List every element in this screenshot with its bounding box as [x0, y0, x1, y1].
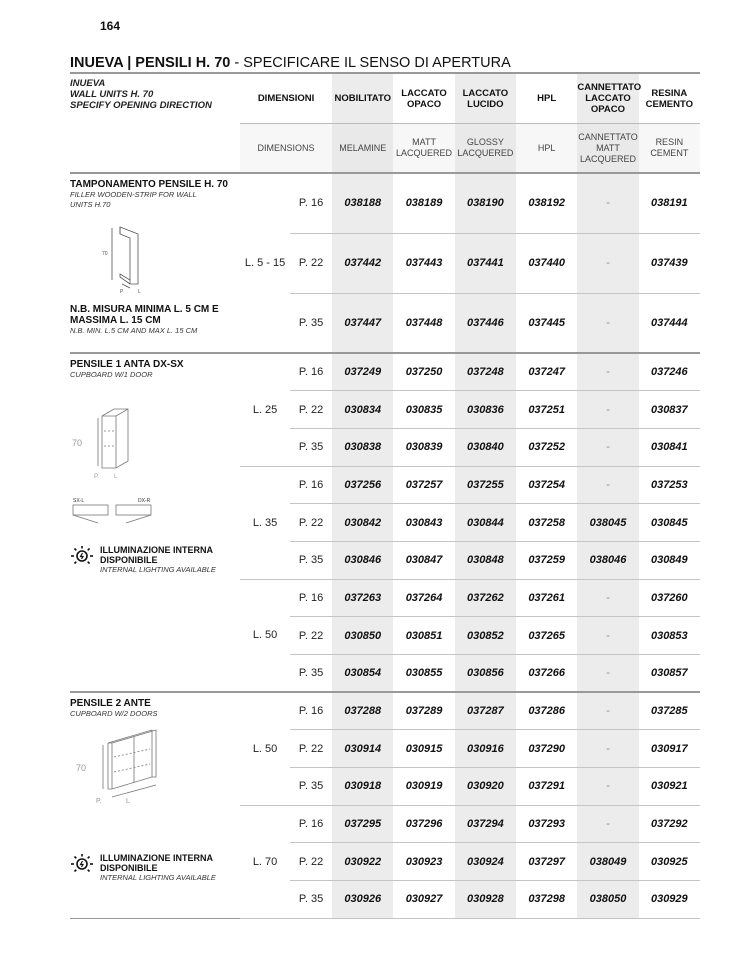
product-code: 037444 — [639, 293, 700, 353]
product-code: 030840 — [455, 428, 516, 466]
lighting-subtitle: INTERNAL LIGHTING AVAILABLE — [100, 565, 216, 574]
product-code: 037446 — [455, 293, 516, 353]
depth-label: P. 22 — [290, 233, 332, 293]
product-code: 037253 — [639, 466, 700, 504]
col-header-laccato-opaco: LACCATO OPACO — [393, 73, 454, 124]
product-code: 037292 — [639, 805, 700, 843]
depth-label: P. 35 — [290, 541, 332, 579]
page-title — [70, 55, 511, 71]
door-opening-diagram — [70, 496, 160, 531]
product-code: 038192 — [516, 173, 577, 233]
section-description — [70, 173, 240, 353]
depth-label: P. 22 — [290, 843, 332, 881]
product-code: 037255 — [455, 466, 516, 504]
depth-label: P. 16 — [290, 805, 332, 843]
product-code: - — [577, 655, 638, 693]
door-label-right: DX-R — [138, 498, 151, 504]
dim-label-width: L — [126, 798, 130, 806]
product-code: - — [577, 293, 638, 353]
price-code-table — [70, 72, 700, 919]
depth-label: P. 16 — [290, 692, 332, 730]
dim-label-height: 70 — [102, 251, 108, 257]
section-description — [70, 692, 240, 918]
product-code: 030918 — [332, 768, 393, 806]
lighting-title: ILLUMINAZIONE INTERNA DISPONIBILE — [100, 853, 213, 874]
product-code: 030855 — [393, 655, 454, 693]
product-code: 037259 — [516, 541, 577, 579]
depth-label: P. 35 — [290, 655, 332, 693]
product-code: 030850 — [332, 617, 393, 655]
product-code: 030915 — [393, 730, 454, 768]
dim-label-depth: P. — [96, 798, 102, 806]
product-code: 030927 — [393, 881, 454, 919]
col-header-matt: MATT LACQUERED — [393, 124, 454, 174]
page-number: 164 — [100, 19, 121, 33]
lightbulb-sun-icon — [70, 853, 94, 875]
product-code: 037290 — [516, 730, 577, 768]
section-title: PENSILE 2 ANTE — [70, 698, 151, 710]
product-code: - — [577, 428, 638, 466]
product-code: 037286 — [516, 692, 577, 730]
dim-label-width: L — [138, 289, 141, 295]
title-rest: - SPECIFICARE IL SENSO DI APERTURA — [230, 55, 511, 71]
product-code: - — [577, 353, 638, 391]
width-label: L. 70 — [240, 805, 290, 918]
product-code: 030926 — [332, 881, 393, 919]
intro-line: WALL UNITS H. 70 — [70, 89, 154, 100]
product-code: 030929 — [639, 881, 700, 919]
depth-label: P. 35 — [290, 768, 332, 806]
product-code: 030852 — [455, 617, 516, 655]
width-label: L. 50 — [240, 692, 290, 805]
col-header-hpl-en: HPL — [516, 124, 577, 174]
cupboard-2-doors-illustration — [70, 727, 170, 817]
product-code: 030842 — [332, 504, 393, 542]
col-header-cannettato-en: CANNETTATO MATT LACQUERED — [577, 124, 638, 174]
product-code: 030838 — [332, 428, 393, 466]
product-code: 037249 — [332, 353, 393, 391]
product-code: 030851 — [393, 617, 454, 655]
door-label-left: SX-L — [73, 498, 85, 504]
product-code: 030847 — [393, 541, 454, 579]
col-header-resin: RESIN CEMENT — [639, 124, 700, 174]
product-code: 030922 — [332, 843, 393, 881]
table-row — [70, 173, 700, 233]
product-code: 038049 — [577, 843, 638, 881]
product-code: 030920 — [455, 768, 516, 806]
product-code: - — [577, 617, 638, 655]
product-code: 037257 — [393, 466, 454, 504]
product-code: - — [577, 391, 638, 429]
section-subtitle: CUPBOARD W/2 DOORS — [70, 709, 158, 719]
product-code: 030857 — [639, 655, 700, 693]
depth-label: P. 35 — [290, 428, 332, 466]
product-code: 037295 — [332, 805, 393, 843]
depth-label: P. 16 — [290, 173, 332, 233]
product-code: 037440 — [516, 233, 577, 293]
col-header-dimensions: DIMENSIONS — [240, 124, 332, 174]
product-code: 030839 — [393, 428, 454, 466]
product-code: 037448 — [393, 293, 454, 353]
product-code: 037296 — [393, 805, 454, 843]
filler-strip-illustration — [100, 222, 170, 297]
product-code: 030834 — [332, 391, 393, 429]
col-header-laccato-lucido: LACCATO LUCIDO — [455, 73, 516, 124]
product-code: 030837 — [639, 391, 700, 429]
title-bold: INUEVA | PENSILI H. 70 — [70, 55, 231, 71]
product-code: 037252 — [516, 428, 577, 466]
table-row — [70, 692, 700, 730]
product-code: - — [577, 579, 638, 617]
product-code: - — [577, 173, 638, 233]
product-code: - — [577, 692, 638, 730]
depth-label: P. 16 — [290, 579, 332, 617]
product-code: 037294 — [455, 805, 516, 843]
product-code: 037251 — [516, 391, 577, 429]
section-title: PENSILE 1 ANTA DX-SX — [70, 359, 184, 370]
col-header-resina: RESINA CEMENTO — [639, 73, 700, 124]
product-code: 038191 — [639, 173, 700, 233]
product-code: 037250 — [393, 353, 454, 391]
product-code: 030854 — [332, 655, 393, 693]
dim-label-depth: P. — [94, 474, 99, 480]
section-subtitle: CUPBOARD W/1 DOOR — [70, 370, 153, 379]
depth-label: P. 16 — [290, 466, 332, 504]
depth-label: P. 22 — [290, 504, 332, 542]
col-header-melamine: MELAMINE — [332, 124, 393, 174]
product-code: 030916 — [455, 730, 516, 768]
product-code: 037288 — [332, 692, 393, 730]
product-code: 030849 — [639, 541, 700, 579]
product-code: 037289 — [393, 692, 454, 730]
product-code: 030917 — [639, 730, 700, 768]
dim-label-depth: P — [120, 289, 124, 295]
lightbulb-sun-icon — [70, 545, 94, 567]
product-code: 030923 — [393, 843, 454, 881]
product-code: 037447 — [332, 293, 393, 353]
product-code: 037442 — [332, 233, 393, 293]
product-code: 037246 — [639, 353, 700, 391]
col-header-nobilitato: NOBILITATO — [332, 73, 393, 124]
note-title: N.B. MISURA MINIMA L. 5 CM E MASSIMA L. 15 CM — [70, 304, 219, 326]
product-code: 037258 — [516, 504, 577, 542]
product-code: 037297 — [516, 843, 577, 881]
depth-label: P. 35 — [290, 881, 332, 919]
dim-label-width: L — [114, 474, 118, 480]
product-code: 038190 — [455, 173, 516, 233]
depth-label: P. 22 — [290, 391, 332, 429]
product-code: 037261 — [516, 579, 577, 617]
product-code: 037441 — [455, 233, 516, 293]
col-header-dimensioni: DIMENSIONI — [240, 73, 332, 124]
depth-label: P. 35 — [290, 293, 332, 353]
col-header-glossy: GLOSSY LACQUERED — [455, 124, 516, 174]
product-code: 037439 — [639, 233, 700, 293]
width-label: L. 50 — [240, 579, 290, 692]
width-label: L. 35 — [240, 466, 290, 579]
product-code: 030843 — [393, 504, 454, 542]
product-code: 038045 — [577, 504, 638, 542]
note-subtitle: N.B. MIN. L.5 CM AND MAX L. 15 CM — [70, 326, 198, 335]
product-code: 037443 — [393, 233, 454, 293]
product-code: 037291 — [516, 768, 577, 806]
product-code: - — [577, 466, 638, 504]
cupboard-1-door-illustration — [70, 406, 150, 481]
product-code: 030853 — [639, 617, 700, 655]
depth-label: P. 22 — [290, 730, 332, 768]
intro-line: SPECIFY OPENING DIRECTION — [70, 100, 212, 111]
header-intro — [70, 73, 240, 173]
product-code: 030928 — [455, 881, 516, 919]
table-row — [70, 353, 700, 391]
product-code: 038050 — [577, 881, 638, 919]
dim-label-height: 70 — [76, 763, 87, 774]
col-header-cannettato: CANNETTATO LACCATO OPACO — [577, 73, 638, 124]
lighting-subtitle: INTERNAL LIGHTING AVAILABLE — [100, 873, 216, 883]
product-code: 030848 — [455, 541, 516, 579]
product-code: 038189 — [393, 173, 454, 233]
product-code: 037260 — [639, 579, 700, 617]
lighting-title: ILLUMINAZIONE INTERNA DISPONIBILE — [100, 545, 213, 565]
section-description — [70, 353, 240, 692]
product-code: 037248 — [455, 353, 516, 391]
depth-label: P. 22 — [290, 617, 332, 655]
product-code: 037285 — [639, 692, 700, 730]
section-title: TAMPONAMENTO PENSILE H. 70 — [70, 179, 228, 190]
product-code: 030844 — [455, 504, 516, 542]
depth-label: P. 16 — [290, 353, 332, 391]
product-code: 030856 — [455, 655, 516, 693]
product-code: 037445 — [516, 293, 577, 353]
product-code: 030835 — [393, 391, 454, 429]
product-code: 037298 — [516, 881, 577, 919]
product-code: - — [577, 805, 638, 843]
product-code: - — [577, 730, 638, 768]
product-code: 030924 — [455, 843, 516, 881]
product-code: 037256 — [332, 466, 393, 504]
product-code: - — [577, 233, 638, 293]
product-code: 037287 — [455, 692, 516, 730]
header-row-italian — [70, 73, 700, 124]
product-code: 038188 — [332, 173, 393, 233]
product-code: 030919 — [393, 768, 454, 806]
product-code: 030914 — [332, 730, 393, 768]
intro-line: INUEVA — [70, 78, 106, 89]
product-code: 038046 — [577, 541, 638, 579]
section-subtitle: FILLER WOODEN-STRIP FOR WALL UNITS H.70 — [70, 190, 197, 209]
product-code: 030846 — [332, 541, 393, 579]
product-code: 037254 — [516, 466, 577, 504]
product-code: - — [577, 768, 638, 806]
product-code: 037266 — [516, 655, 577, 693]
col-header-hpl: HPL — [516, 73, 577, 124]
width-label: L. 25 — [240, 353, 290, 466]
product-code: 030841 — [639, 428, 700, 466]
width-label: L. 5 - 15 — [240, 173, 290, 353]
product-code: 037263 — [332, 579, 393, 617]
product-code: 030921 — [639, 768, 700, 806]
product-code: 030925 — [639, 843, 700, 881]
product-code: 037262 — [455, 579, 516, 617]
product-code: 037293 — [516, 805, 577, 843]
product-code: 030836 — [455, 391, 516, 429]
product-code: 037264 — [393, 579, 454, 617]
product-code: 030845 — [639, 504, 700, 542]
product-code: 037247 — [516, 353, 577, 391]
product-code: 037265 — [516, 617, 577, 655]
dim-label-height: 70 — [72, 438, 83, 448]
